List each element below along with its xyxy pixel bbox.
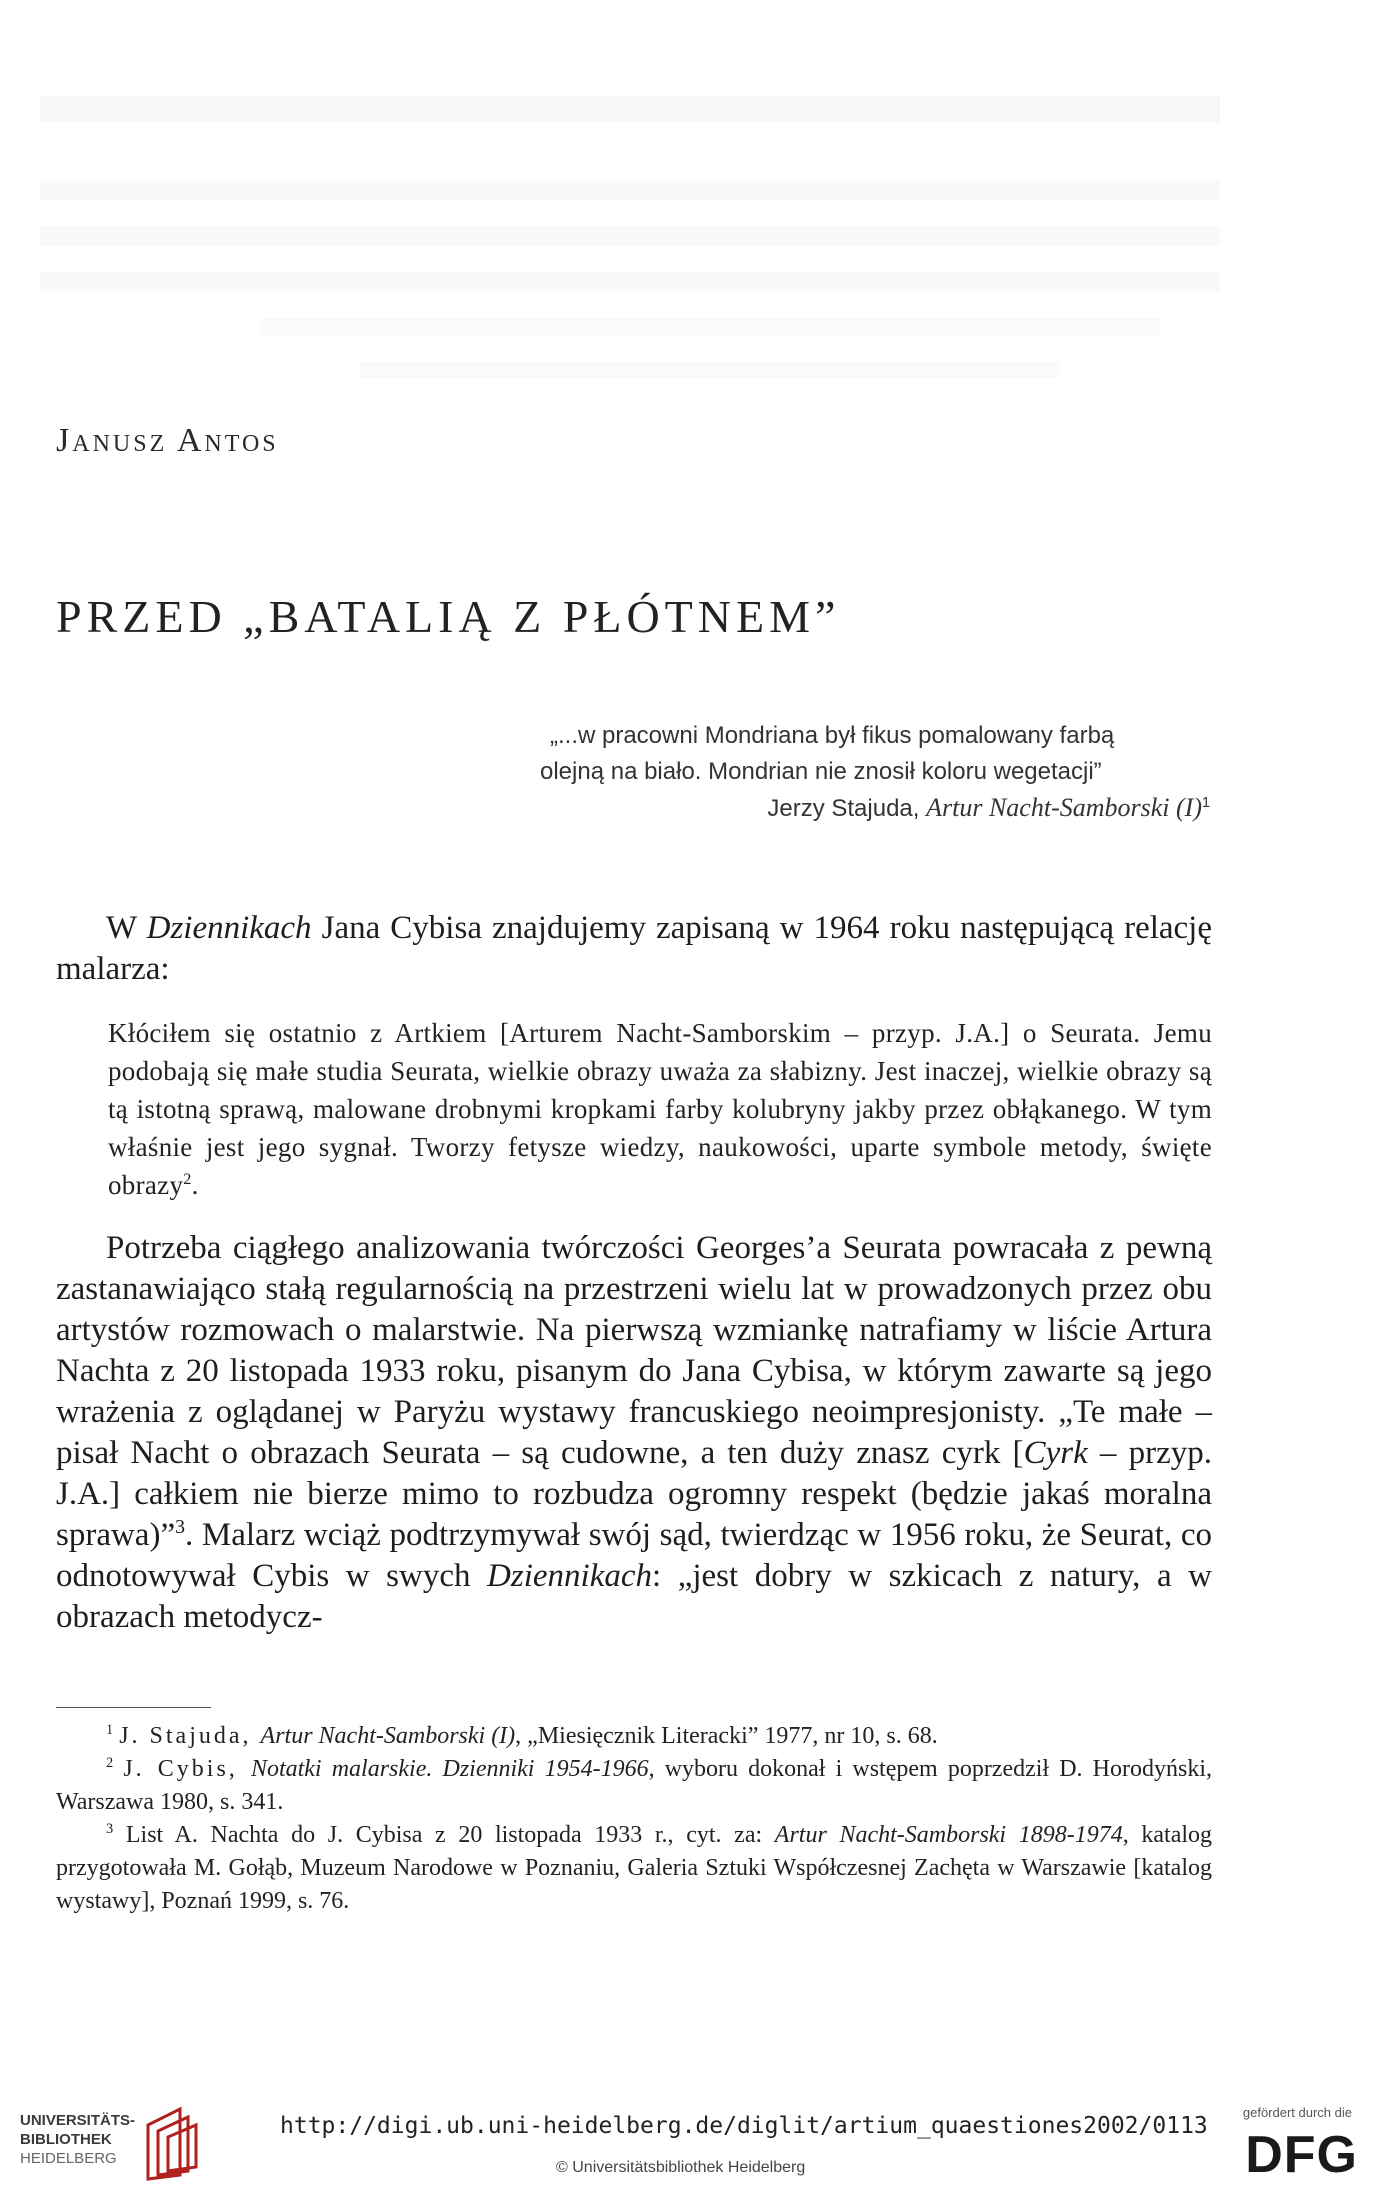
text-run: Jana Cybisa znajdujemy zapisaną w 1964 roku następującą relację malarza: (56, 910, 1212, 987)
text-run: – przyp. J.A.] całkiem nie bierze mimo to rozbudza ogromny respekt (będzie jakaś moralna sprawa)” (56, 1435, 1212, 1553)
text-run: Potrzeba ciągłego analizowania twórczości Georges’a Seurata powracała z pewną zastanawiająco stałą regularnością na przestrzeni wielu lat w prowadzonych przez obu artystów rozmowach o malarstwie. Na pierwszą wzmiankę natrafiamy w liście Artura Nachta z 20 listopada 1933 roku, pisanym do Jana Cybisa, w którym zawarte są jego wrażenia z oglądanej w Paryżu wystawy francuskiego neoimpresjonisty. „Te małe – pisał Nacht o obrazach Seurata – są cudowne, a ten duży znasz cyrk [ (56, 1230, 1212, 1471)
footnote-text: , katalog przygotowała M. Gołąb, Muzeum Narodowe w Poznaniu, Galeria Sztuki Współczesnej Zachęta w Warszawie [katalog wystawy], Poznań 1999, s. 76. (56, 1822, 1213, 1914)
block-quote (108, 1014, 1212, 1204)
epigraph-source (540, 790, 1210, 827)
footnote-divider (56, 1707, 211, 1708)
footnote-ref-3: 3 (175, 1516, 185, 1538)
footnote-text: , „Miesięcznik Literacki” 1977, nr 10, s. 68. (515, 1723, 938, 1749)
bleed-through-shadow (360, 362, 1060, 378)
paragraph-main (56, 1228, 1212, 1638)
text-run: . Malarz wciąż podtrzymywał swój sąd, twierdząc w 1956 roku, że Seurat, co odnotowywał Cybis w swych (56, 1517, 1212, 1594)
copyright-notice: © Universitätsbibliothek Heidelberg (556, 2159, 806, 2176)
footnote-2 (56, 1753, 1212, 1819)
footnote-1 (56, 1720, 1212, 1753)
bleed-through-shadow (260, 318, 1160, 336)
bleed-through-shadow (40, 226, 1220, 246)
funding-note: gefördert durch die (1242, 2105, 1352, 2120)
footnote-3 (56, 1819, 1212, 1918)
paragraph-intro (56, 908, 1212, 990)
footnote-italic: Artur Nacht-Samborski 1898-1974 (774, 1822, 1123, 1848)
footnote-italic: Artur Nacht-Samborski (I) (260, 1723, 516, 1749)
epigraph-line-2: olejną na biało. Mondrian nie znosił koloru wegetacji” (540, 758, 1102, 785)
digitization-footer (0, 2083, 1382, 2197)
footnote-number: 3 (106, 1821, 114, 1837)
dfg-logo: DFG (1245, 2126, 1358, 2184)
footnote-ref-1: 1 (1201, 795, 1210, 811)
bleed-through-shadow (40, 272, 1220, 292)
source-url-link[interactable]: http://digi.ub.uni-heidelberg.de/diglit/artium_quaestiones2002/0113 (280, 2113, 1208, 2139)
footnote-ref-2: 2 (183, 1170, 192, 1188)
bleed-through-shadow (40, 180, 1220, 200)
author-name: Janusz Antos (56, 422, 279, 459)
text-run: . (191, 1170, 199, 1200)
epigraph-source-title: Artur Nacht-Samborski (I) (926, 793, 1202, 822)
library-name-line-2: BIBLIOTHEK (20, 2131, 112, 2148)
epigraph (540, 718, 1210, 827)
article-title: PRZED „BATALIĄ Z PŁÓTNEM” (56, 591, 841, 642)
footnote-italic: Notatki malarskie. Dzienniki 1954-1966 (250, 1756, 649, 1782)
library-logo-text (20, 2111, 135, 2168)
italic-title: Dziennikach (146, 910, 312, 946)
footnote-author: J. Cybis, (123, 1756, 251, 1782)
text-run: : „jest dobry w szkicach z natury, a w obrazach metodycz- (56, 1558, 1212, 1635)
italic-title: Dziennikach (487, 1558, 652, 1594)
footnote-text: , wyboru dokonał i wstępem poprzedził D. Horodyński, Warszawa 1980, s. 341. (56, 1756, 1213, 1815)
footnote-number: 1 (106, 1722, 114, 1738)
library-name-line-3: HEIDELBERG (20, 2150, 117, 2167)
epigraph-line-1: „...w pracowni Mondriana był fikus pomalowany farbą (550, 722, 1115, 749)
library-name-line-1: UNIVERSITÄTS- (20, 2112, 136, 2129)
footnotes (56, 1720, 1212, 1918)
quote-text: Kłóciłem się ostatnio z Artkiem [Arturem Nacht-Samborskim – przyp. J.A.] o Seurata. Jemu podobają się małe studia Seurata, wielkie obrazy uważa za słabizny. Jest inaczej, wielkie obrazy są tą istotną sprawą, malowane drobnymi kropkami farby kolubryny jakby przez obłąkanego. W tym właśnie jest jego sygnał. Tworzy fetysze wiedzy, naukowości, uparte symbole metody, święte obrazy (108, 1018, 1212, 1200)
bleed-through-shadow (40, 96, 1220, 122)
text-run: W (106, 910, 147, 946)
epigraph-source-author: Jerzy Stajuda, (767, 795, 927, 822)
footnote-author: J. Stajuda, (119, 1723, 261, 1749)
library-emblem-icon (140, 2105, 200, 2183)
italic-title: Cyrk (1023, 1435, 1088, 1471)
footnote-text: List A. Nachta do J. Cybisa z 20 listopada 1933 r., cyt. za: (125, 1822, 775, 1848)
footnote-number: 2 (106, 1755, 114, 1771)
